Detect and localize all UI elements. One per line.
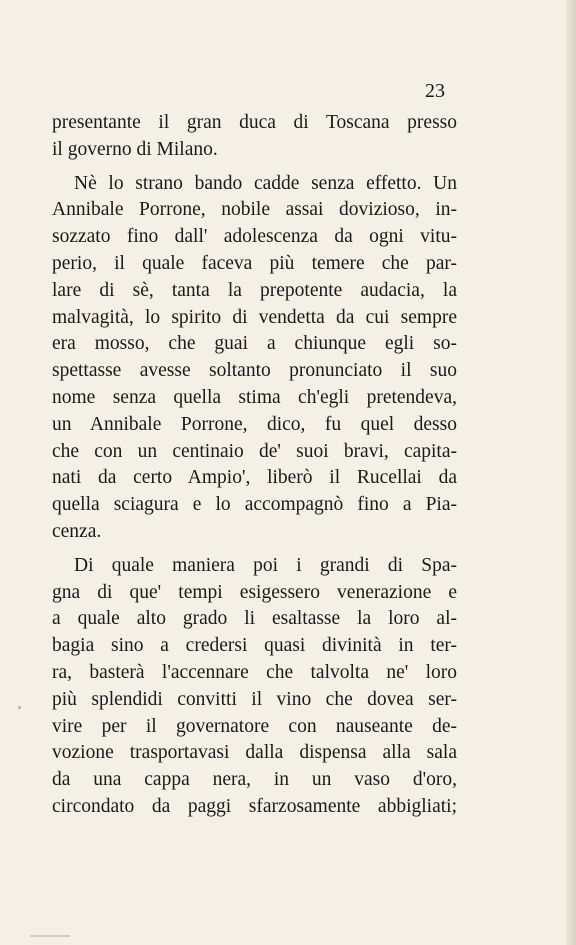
- paper-speck: [30, 935, 70, 937]
- text-line: da una cappa nera, in un vaso d'oro,: [52, 769, 457, 791]
- text-line: a quale alto grado li esaltasse la loro al-: [52, 608, 457, 630]
- paragraph: [52, 110, 457, 164]
- text-line: vire per il governatore con nauseante de-: [52, 715, 457, 737]
- text-line: sozzato fino dall' adolescenza da ogni vitu-: [52, 226, 457, 248]
- text-line: quella sciagura e lo accompagnò fino a Pia-: [52, 494, 457, 516]
- text-line: più splendidi convitti il vino che dovea ser-: [52, 688, 457, 710]
- text-line: vozione trasportavasi dalla dispensa alla sala: [52, 742, 457, 764]
- text-line: nome senza quella stima ch'egli pretendeva,: [52, 386, 457, 408]
- text-line: circondato da paggi sfarzosamente abbigliati;: [52, 795, 457, 817]
- text-line: Annibale Porrone, nobile assai dovizioso, in-: [52, 199, 457, 221]
- text-line: perio, il quale faceva più temere che par-: [52, 252, 457, 274]
- paragraph: [52, 171, 457, 546]
- text-line: era mosso, che guai a chiunque egli so-: [52, 333, 457, 355]
- text-line: cenza.: [52, 520, 102, 542]
- text-line: gna di que' tempi esigessero venerazione e: [52, 581, 457, 603]
- text-line: lare di sè, tanta la prepotente audacia, la: [52, 279, 457, 301]
- text-line: malvagità, lo spirito di vendetta da cui sempre: [52, 306, 457, 328]
- text-line: il governo di Milano.: [52, 138, 218, 160]
- text-line: che con un centinaio de' suoi bravi, capita-: [52, 440, 457, 462]
- text-line: Di quale maniera poi i grandi di Spa-: [74, 554, 457, 576]
- text-line: nati da certo Ampio', liberò il Rucellai da: [52, 467, 457, 489]
- text-line: Nè lo strano bando cadde senza effetto. Un: [74, 172, 457, 194]
- text-line: bagia sino a credersi quasi divinità in ter-: [52, 635, 457, 657]
- text-line: presentante il gran duca di Toscana presso: [52, 112, 457, 133]
- text-line: spettasse avesse soltanto pronunciato il suo: [52, 360, 457, 382]
- page-number: 23: [425, 80, 445, 102]
- paper-speck: [18, 706, 21, 709]
- text-line: ra, basterà l'accennare che talvolta ne' loro: [52, 661, 457, 683]
- page-edge-shadow: [566, 0, 576, 945]
- body-text: [52, 110, 457, 821]
- paragraph: [52, 553, 457, 821]
- text-line: un Annibale Porrone, dico, fu quel desso: [52, 413, 457, 435]
